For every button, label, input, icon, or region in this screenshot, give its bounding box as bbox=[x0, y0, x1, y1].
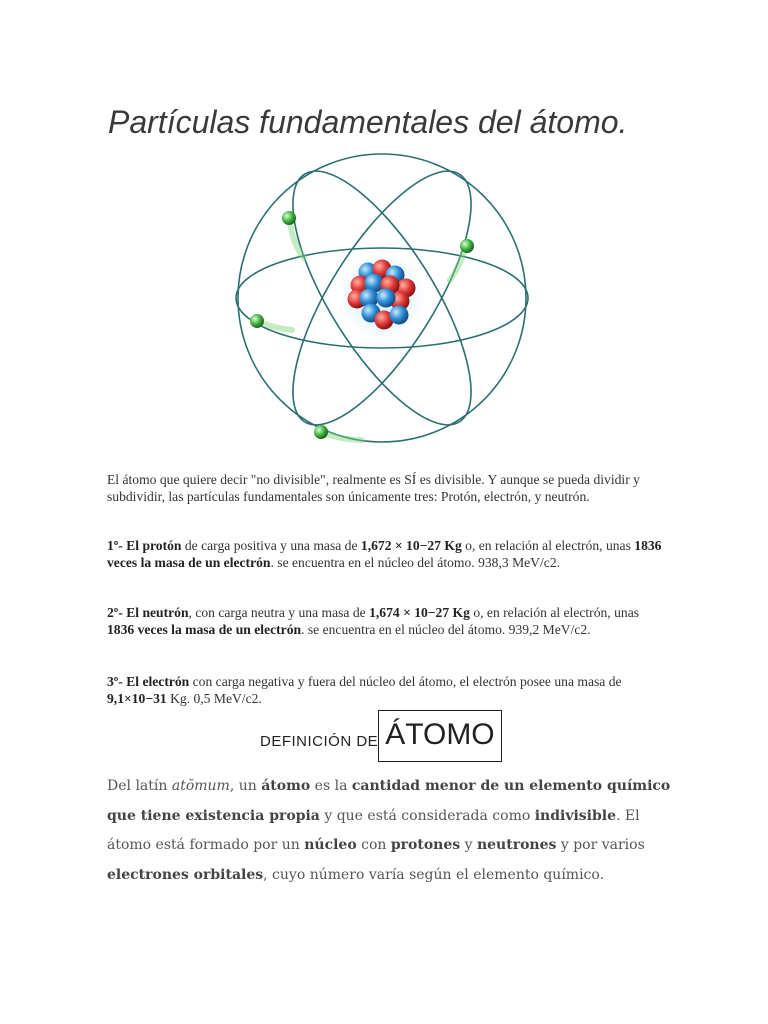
electron-icon bbox=[282, 211, 296, 225]
definition-word-box: ÁTOMO bbox=[378, 710, 501, 762]
intro-paragraph: El átomo que quiere decir "no divisible", realmente es SÍ es divisible. Y aunque se pueda dividir y subdividir, las partículas fundamentales son únicamente tres: Protón, electrón, y neutrón. bbox=[107, 472, 640, 504]
electron-icon bbox=[460, 239, 474, 253]
neutron-mass: 1,674 × 10−27 Kg bbox=[369, 605, 470, 620]
page-title: Partículas fundamentales del átomo. bbox=[108, 104, 628, 140]
electron-mass: 9,1×10−31 bbox=[107, 690, 167, 706]
proton-ratio: 1836 veces la masa de un electrón bbox=[107, 538, 662, 570]
proton-heading: 1º- El protón bbox=[107, 538, 182, 553]
atom-model-icon bbox=[232, 148, 532, 448]
definition-heading bbox=[260, 708, 502, 762]
proton-paragraph: 1º- El protón de carga positiva y una masa de 1,672 × 10−27 Kg o, en relación al electrón, unas 1836 veces la masa de un electrón. se encuentra en el núcleo del átomo. 938,3 MeV/c2. bbox=[107, 538, 662, 570]
neutron-paragraph: 2º- El neutrón, con carga neutra y una masa de 1,674 × 10−27 Kg o, en relación al electrón, unas 1836 veces la masa de un electrón. se encuentra en el núcleo del átomo. 939,2 MeV/c2. bbox=[107, 605, 640, 637]
definition-paragraph: Del latín atŏmum, un átomo es la cantidad menor de un elemento químico que tiene existencia propia y que está considerada como indivisible. El átomo está formado por un núcleo con protones y neutrones y por varios electrones orbitales, cuyo número varía según el elemento químico. bbox=[107, 778, 671, 883]
electron-icon bbox=[314, 425, 328, 439]
electron-icon bbox=[250, 314, 264, 328]
neutron-ratio: 1836 veces la masa de un electrón bbox=[107, 621, 302, 637]
proton-mass: 1,672 × 10−27 Kg bbox=[360, 538, 462, 553]
neutron-heading: 2º- El neutrón bbox=[107, 605, 189, 620]
electron-heading: 3º- El electrón bbox=[107, 674, 190, 689]
definition-label: DEFINICIÓN DE bbox=[260, 733, 379, 750]
electron-paragraph: 3º- El electrón con carga negativa y fuera del núcleo del átomo, el electrón posee una masa de 9,1×10−31 Kg. 0,5 MeV/c2. bbox=[107, 674, 622, 706]
